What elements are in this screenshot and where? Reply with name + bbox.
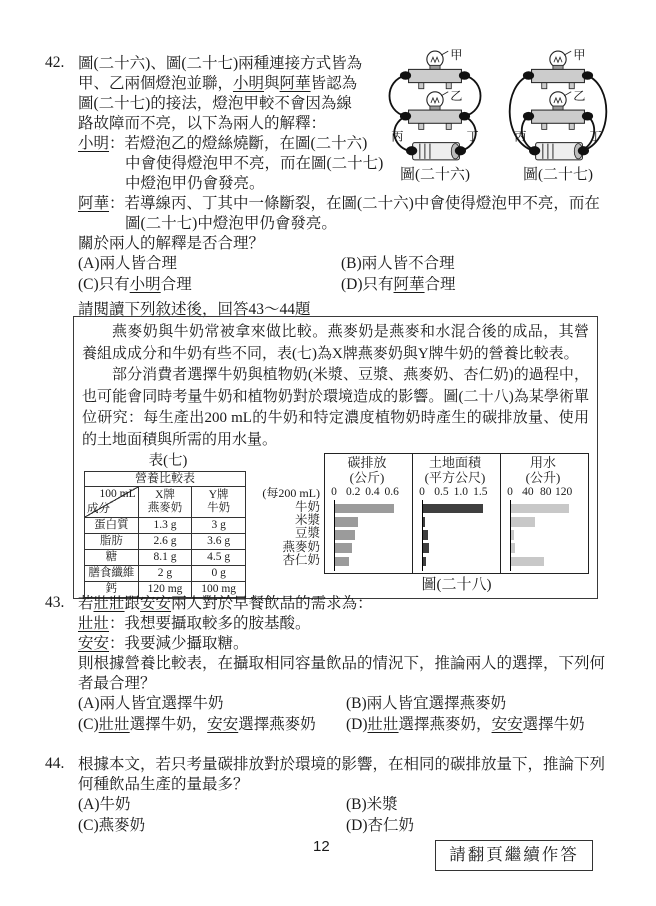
text-line: 中會使得燈泡甲不亮，而在圖(二十七) <box>125 155 384 172</box>
text-line: 圖(二十七)的接法，燈泡甲較不會因為線 <box>78 95 352 112</box>
bar <box>511 504 569 514</box>
passage-box <box>73 316 598 599</box>
table-7-caption: 表(七) <box>148 453 188 469</box>
text-line: (B)兩人皆宜選擇燕麥奶 <box>346 695 507 712</box>
passage-paragraph-2: 部分消費者選擇牛奶與植物奶(米漿、豆漿、燕麥奶、杏仁奶)的過程中，也可能會同時考量牛奶和植物奶對於環境造成的影響。圖(二十八)為某學術單位研究：每生產出200 mL的牛奶和特定濃度植物奶時產生的碳排放量、使用的土地面積與所需的用水量。 <box>82 367 589 448</box>
axis-ticks <box>331 485 409 500</box>
table-cell: 3.6 g <box>192 534 246 550</box>
axis-tick-label: 0.2 <box>346 486 361 498</box>
bar-row <box>335 502 409 515</box>
chart-category-label: 米漿 <box>294 513 320 528</box>
question-42-options <box>78 254 617 295</box>
bar-row <box>511 502 585 515</box>
panel-unit: (平方公尺) <box>424 470 486 485</box>
axis-tick-label: 0 <box>331 486 337 498</box>
bar <box>335 517 358 527</box>
label-ding: 丁 <box>466 129 479 144</box>
axis-tick-label: 1.5 <box>473 486 488 498</box>
panel-title: 碳排放 <box>347 455 387 470</box>
table-row <box>85 566 246 582</box>
question-44-options <box>78 795 617 836</box>
question-42-closing <box>78 234 617 254</box>
table-cell: 3 g <box>192 518 246 534</box>
battery-icon <box>529 143 589 160</box>
table-cell: 蛋白質 <box>85 518 139 534</box>
bar-row <box>335 542 409 555</box>
figure-26 <box>378 46 492 184</box>
bar-row <box>423 542 497 555</box>
panel-unit: (公升) <box>525 470 561 485</box>
chart-category-label: 燕麥奶 <box>282 539 320 554</box>
text-line: (D)杏仁奶 <box>346 816 415 834</box>
bar-chart <box>324 453 589 574</box>
bars-area <box>422 500 497 571</box>
bar <box>335 543 352 553</box>
axis-tick-label: 1.0 <box>453 486 469 498</box>
axis-tick-label: 40 <box>522 486 534 498</box>
label-jia: 甲 <box>450 48 463 63</box>
bar <box>511 530 514 540</box>
text-line: 何種飲品生產的量最多？ <box>78 776 249 793</box>
label-yi: 乙 <box>573 88 586 103</box>
table-cell: 1.3 g <box>138 518 192 534</box>
text-line: 壯壯：我想要攝取較多的胺基酸。 <box>78 615 311 632</box>
axis-tick-label: 80 <box>539 486 552 498</box>
bars-area <box>334 500 409 571</box>
question-43-options <box>78 694 617 735</box>
circuit-figures <box>378 46 615 184</box>
panel-carbon <box>325 454 412 573</box>
axis-tick-label: 0.6 <box>384 486 399 498</box>
bar <box>511 557 544 567</box>
bar-row <box>423 502 497 515</box>
bar-row <box>423 528 497 541</box>
text-line: 小明：若燈泡乙的燈絲燒斷，在圖(二十六) <box>78 135 368 152</box>
chart-row-labels-list <box>254 501 320 567</box>
table-cell: 鈣 <box>85 582 139 598</box>
battery-icon <box>406 143 466 160</box>
axis-tick-label: 0.4 <box>365 486 380 498</box>
xiaoming-explanation <box>78 134 383 194</box>
text-line: 阿華：若導線丙、丁其中一條斷裂，在圖(二十六)中會使得燈泡甲不亮，而在 <box>78 195 600 212</box>
text-line: 圖(二十七)中燈泡甲仍會發亮。 <box>125 215 337 232</box>
question-number: 44. <box>45 755 65 772</box>
question-44-text <box>78 755 617 795</box>
figure-28-area <box>254 453 589 598</box>
nutrition-table-area <box>82 453 254 598</box>
table-cell: 100 mg <box>192 582 246 598</box>
table-cell: 膳食纖維 <box>85 566 139 582</box>
circuit-diagram-26 <box>378 46 492 166</box>
table-row <box>85 534 246 550</box>
bar-row <box>335 515 409 528</box>
panel-land <box>412 454 500 573</box>
table-cell: 120 mg <box>138 582 192 598</box>
figure-28-caption: 圖(二十八) <box>421 577 492 593</box>
axis-ticks <box>419 485 497 500</box>
bar <box>511 543 515 553</box>
axis-tick-label: 120 <box>554 486 573 498</box>
table-cell: 8.1 g <box>138 550 192 566</box>
figure-27-caption: 圖(二十七) <box>523 167 593 183</box>
text-line: 安安：我要減少攝取糖。 <box>78 635 249 652</box>
table-row <box>85 518 246 534</box>
bar <box>423 530 428 540</box>
bar <box>335 530 355 540</box>
table-cell: 脂肪 <box>85 534 139 550</box>
text-line: 圖(二十六)、圖(二十七)兩種連接方式皆為 <box>78 55 363 72</box>
bar-row <box>423 555 497 568</box>
figure-26-caption: 圖(二十六) <box>400 167 470 183</box>
label-yi: 乙 <box>450 88 463 103</box>
bulb-icon <box>427 51 443 67</box>
diagonal-header-cell <box>85 487 139 518</box>
bar <box>423 543 429 553</box>
nutrition-table-body <box>85 518 246 598</box>
table-cell: 糖 <box>85 550 139 566</box>
text-line: (C)只有小明合理 <box>78 275 192 293</box>
axis-tick-label: 0 <box>507 486 513 498</box>
panel-title: 土地面積 <box>428 455 481 470</box>
chart-category-label: 杏仁奶 <box>282 552 320 567</box>
table-cell: 4.5 g <box>192 550 246 566</box>
text-line: (D)只有阿華合理 <box>341 275 456 293</box>
question-number: 43. <box>45 594 65 611</box>
turn-page-notice: 請翻頁繼續作答 <box>435 840 593 871</box>
bar <box>335 557 349 567</box>
bulb-icon <box>550 92 566 108</box>
bar-row <box>423 515 497 528</box>
text-line: 者最合理？ <box>78 675 156 692</box>
reading-prompt: 請閱讀下列敘述後，回答43～44題 <box>78 301 311 318</box>
table-cell: 0 g <box>192 566 246 582</box>
question-number: 42. <box>45 54 65 71</box>
text-line: 關於兩人的解釋是否合理？ <box>78 235 265 252</box>
figure-27 <box>501 46 615 184</box>
table-cell: 2.6 g <box>138 534 192 550</box>
question-43 <box>45 594 617 735</box>
text-line: (A)兩人皆宜選擇牛奶 <box>78 695 224 712</box>
chart-category-label: 牛奶 <box>294 500 320 514</box>
text-line: (A)兩人皆合理 <box>78 255 178 272</box>
bar <box>423 557 426 567</box>
chart-category-label: 豆漿 <box>294 526 320 541</box>
bar <box>423 504 483 514</box>
text-line: 中燈泡甲仍會發亮。 <box>125 175 265 192</box>
chart-row-labels <box>254 453 324 594</box>
table-cell: 2 g <box>138 566 192 582</box>
bar <box>511 517 535 527</box>
chart-right <box>324 453 589 594</box>
table-row <box>85 550 246 566</box>
text-line: 路故障而不亮，以下為兩人的解釋： <box>78 115 327 132</box>
bar <box>335 504 394 514</box>
text-line: 則根據營養比較表，在攝取相同容量飲品的情況下，推論兩人的選擇，下列何 <box>78 655 606 672</box>
per-volume-label: (每200 mL) <box>262 486 320 500</box>
panel-water <box>500 454 588 573</box>
bar-row <box>511 528 585 541</box>
table-title: 營養比較表 <box>85 472 246 487</box>
column-header-y: Y牌 牛奶 <box>192 487 246 518</box>
text-line: 甲、乙兩個燈泡並聯，小明與阿華皆認為 <box>78 75 358 92</box>
text-line: 根據本文，若只考量碳排放對於環境的影響，在相同的碳排放量下，推論下列 <box>78 756 606 773</box>
axis-tick-label: 0.5 <box>434 486 449 498</box>
label-bing: 丙 <box>391 129 404 144</box>
question-42-text <box>78 54 383 134</box>
bulb-icon <box>550 51 566 67</box>
question-43-text <box>78 594 617 694</box>
text-line: (D)壯壯選擇燕麥奶，安安選擇牛奶 <box>346 715 585 733</box>
bar-row <box>511 515 585 528</box>
axis-ticks <box>507 485 585 500</box>
circuit-diagram-27 <box>501 46 615 166</box>
label-jia: 甲 <box>573 48 586 63</box>
bar-row <box>511 542 585 555</box>
page-number: 12 <box>313 838 330 855</box>
question-44 <box>45 755 617 836</box>
label-bing: 丙 <box>514 129 527 144</box>
bar-row <box>511 555 585 568</box>
diagonal-bottom-label: 成分 <box>87 502 110 515</box>
text-line: (B)兩人皆不合理 <box>341 255 455 272</box>
diagonal-top-label: 100 mL <box>99 488 136 500</box>
text-line: 若壯壯跟安安兩人對於早餐飲品的需求為： <box>78 595 373 612</box>
text-line: (A)牛奶 <box>78 796 131 813</box>
bars-area <box>510 500 585 571</box>
text-line: (C)壯壯選擇牛奶，安安選擇燕麥奶 <box>78 715 316 733</box>
text-line: (B)米漿 <box>346 796 398 813</box>
bulb-icon <box>427 92 443 108</box>
label-ding: 丁 <box>589 129 602 144</box>
bar <box>423 517 425 527</box>
nutrition-table <box>84 471 246 598</box>
ahua-explanation <box>78 194 617 234</box>
bar-row <box>335 528 409 541</box>
column-header-x: X牌 燕麥奶 <box>138 487 192 518</box>
panel-title: 用水 <box>529 455 556 470</box>
axis-tick-label: 0 <box>419 486 425 498</box>
panel-unit: (公斤) <box>349 470 385 485</box>
text-line: (C)燕麥奶 <box>78 816 146 834</box>
passage-paragraph-1: 燕麥奶與牛奶常被拿來做比較。燕麥奶是燕麥和水混合後的成品，其營養組成成分和牛奶有些不同，表(七)為X牌燕麥奶與Y牌牛奶的營養比較表。 <box>82 324 589 362</box>
bar-row <box>335 555 409 568</box>
